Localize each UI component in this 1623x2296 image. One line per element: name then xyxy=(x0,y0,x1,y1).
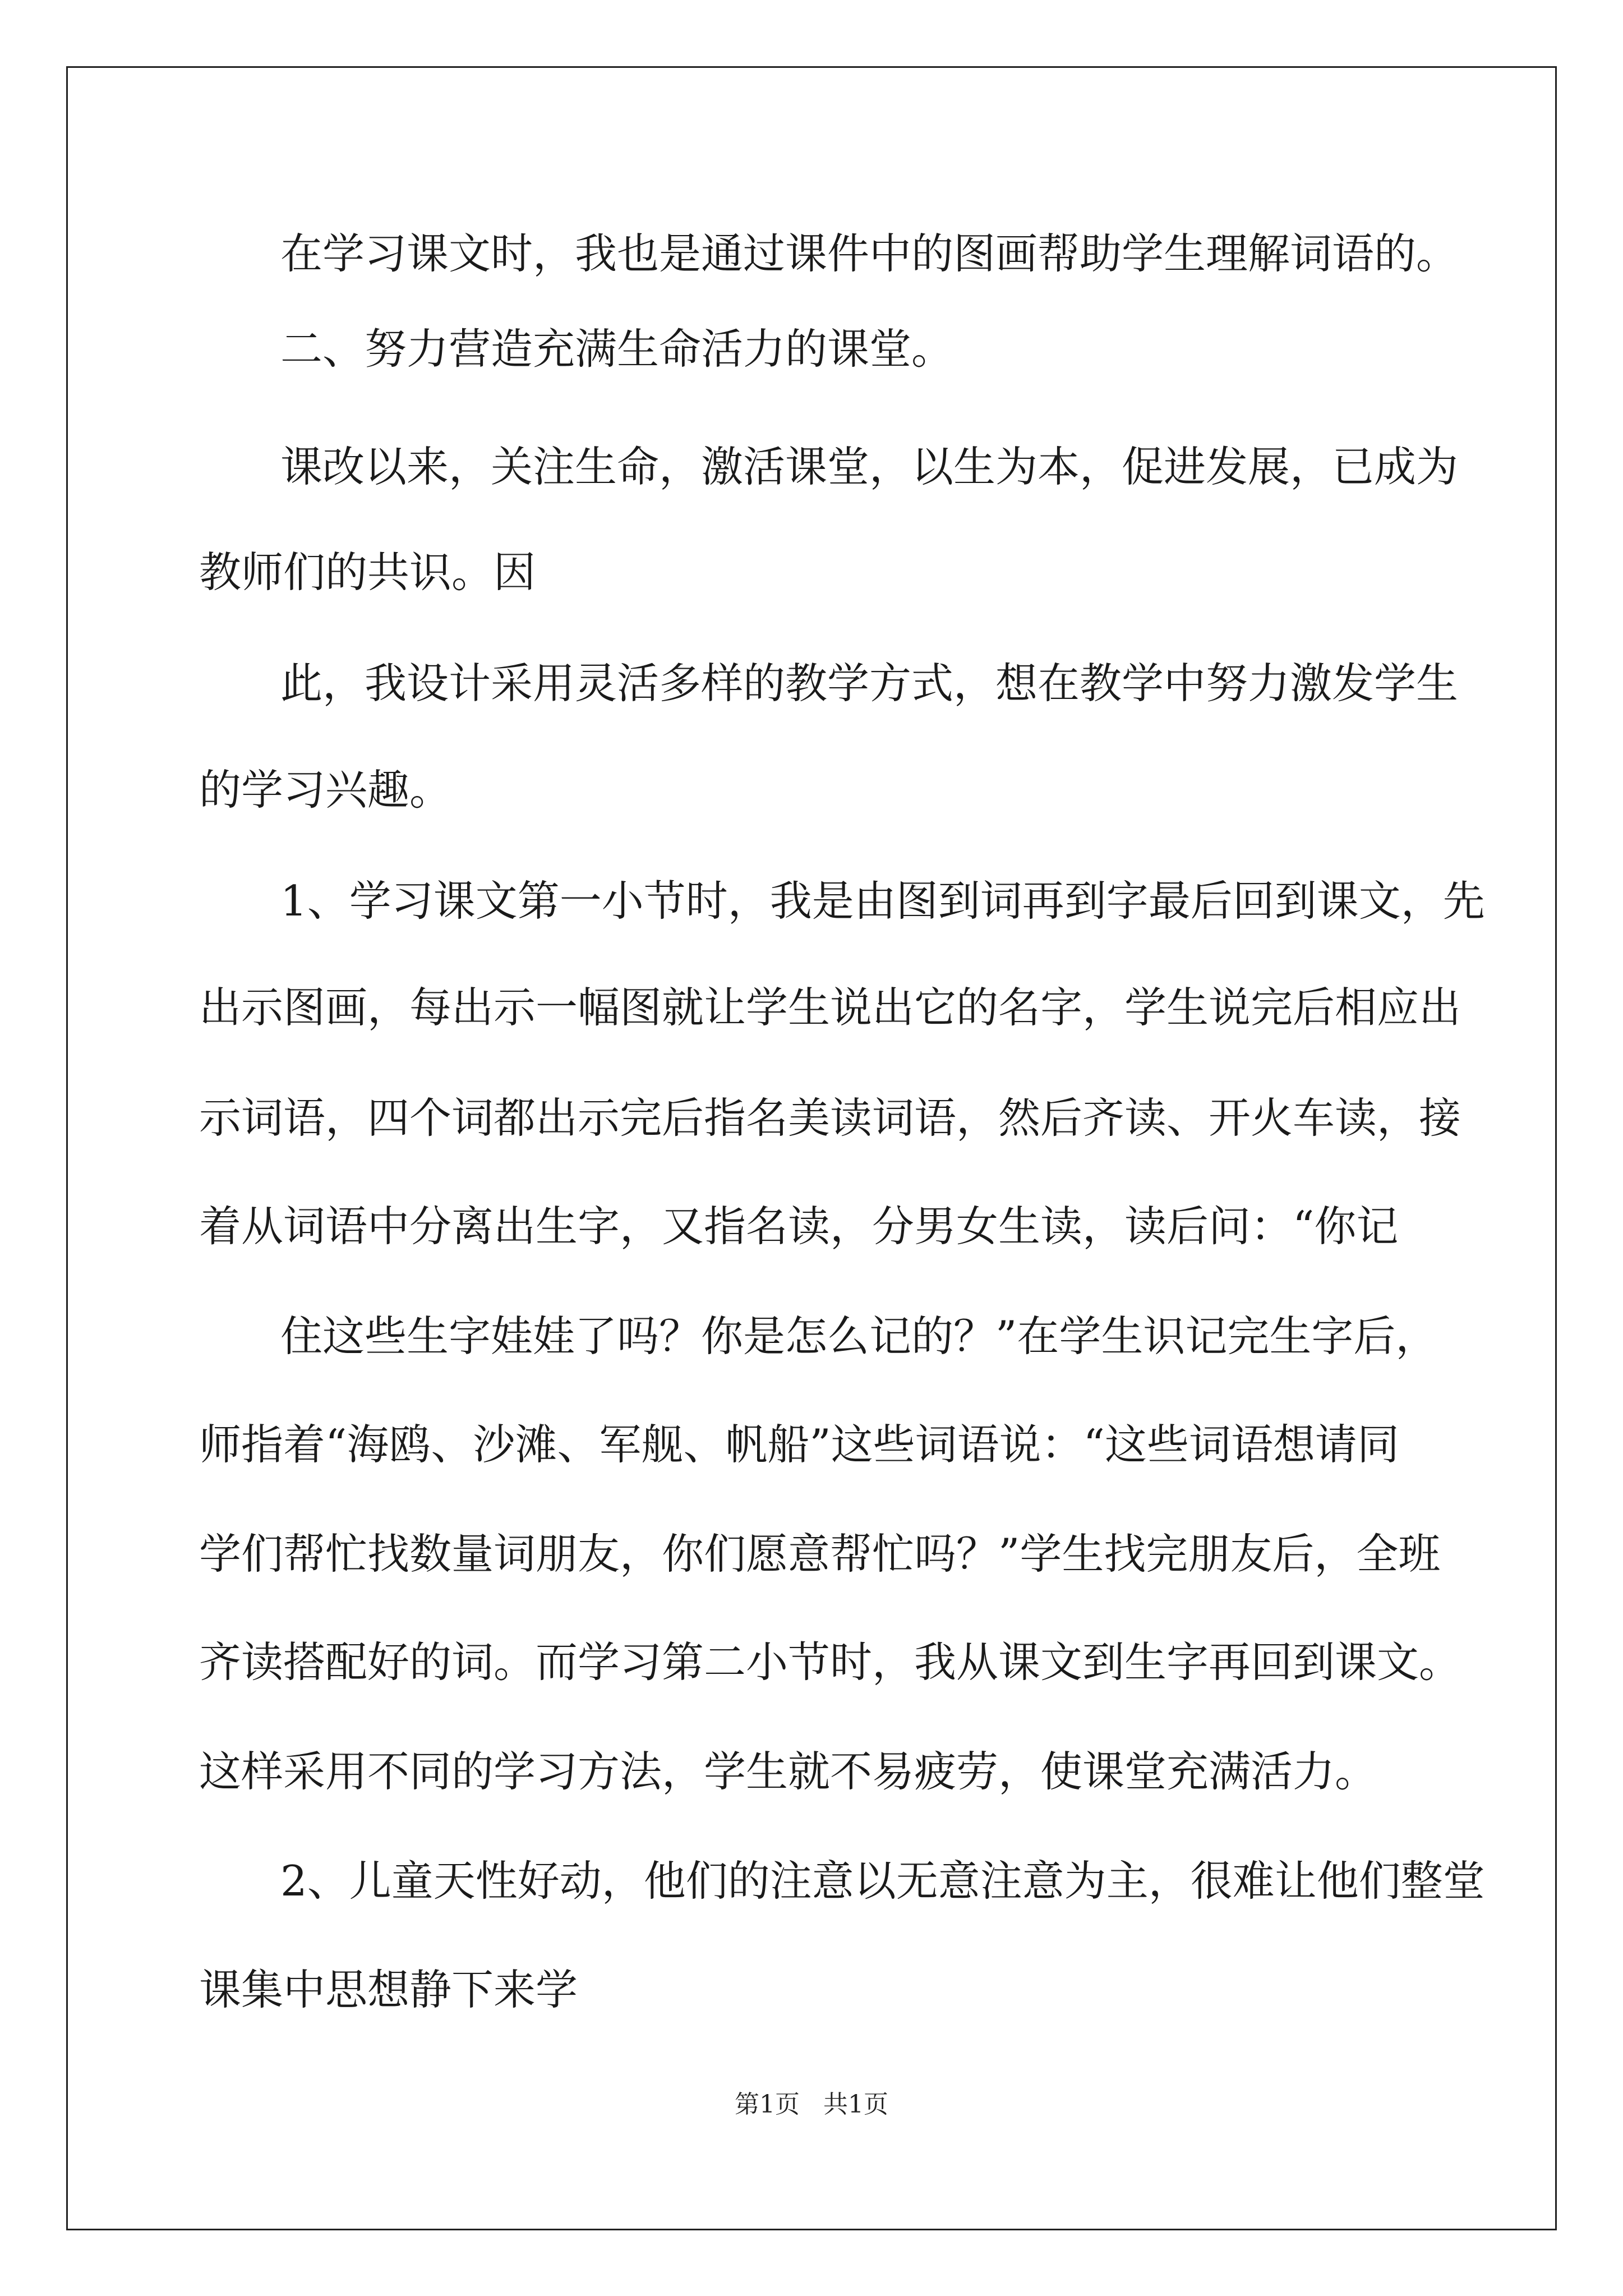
text-line: 出示图画，每出示一幅图就让学生说出它的名字，学生说完后相应出 xyxy=(199,983,1461,1032)
text-line: 着从词语中分离出生字，又指名读，分男女生读，读后问：“你记 xyxy=(199,1202,1399,1251)
text-line: 课改以来，关注生命，激活课堂，以生为本，促进发展，已成为 xyxy=(280,442,1459,491)
text-line: 此，我设计采用灵活多样的教学方式，想在教学中努力激发学生 xyxy=(280,659,1459,708)
text-line: 这样采用不同的学习方法，学生就不易疲劳，使课堂充满活力。 xyxy=(199,1747,1377,1796)
text-line: 齐读搭配好的词。而学习第二小节时，我从课文到生字再回到课文。 xyxy=(199,1637,1461,1687)
text-line: 课集中思想静下来学 xyxy=(199,1965,578,2014)
text-line: 1、学习课文第一小节时，我是由图到词再到字最后回到课文，先 xyxy=(280,876,1485,926)
text-line: 学们帮忙找数量词朋友，你们愿意帮忙吗？”学生找完朋友后，全班 xyxy=(199,1529,1441,1579)
text-line: 在学习课文时，我也是通过课件中的图画帮助学生理解词语的。 xyxy=(280,229,1459,278)
text-line: 教师们的共识。因 xyxy=(199,547,536,597)
text-line: 师指着“海鸥、沙滩、军舰、帆船”这些词语说：“这些词语想请同 xyxy=(199,1420,1400,1469)
section-heading: 二、努力营造充满生命活力的课堂。 xyxy=(280,324,954,374)
text-line: 2、儿童天性好动，他们的注意以无意注意为主，很难让他们整堂 xyxy=(280,1856,1485,1906)
text-line: 的学习兴趣。 xyxy=(199,765,452,815)
page-number-footer: 第1页 共1页 xyxy=(735,2090,888,2119)
text-line: 住这些生字娃娃了吗？你是怎么记的？”在学生识记完生字后， xyxy=(280,1312,1438,1361)
text-line: 示词语，四个词都出示完后指名美读词语，然后齐读、开火车读，接 xyxy=(199,1093,1461,1143)
